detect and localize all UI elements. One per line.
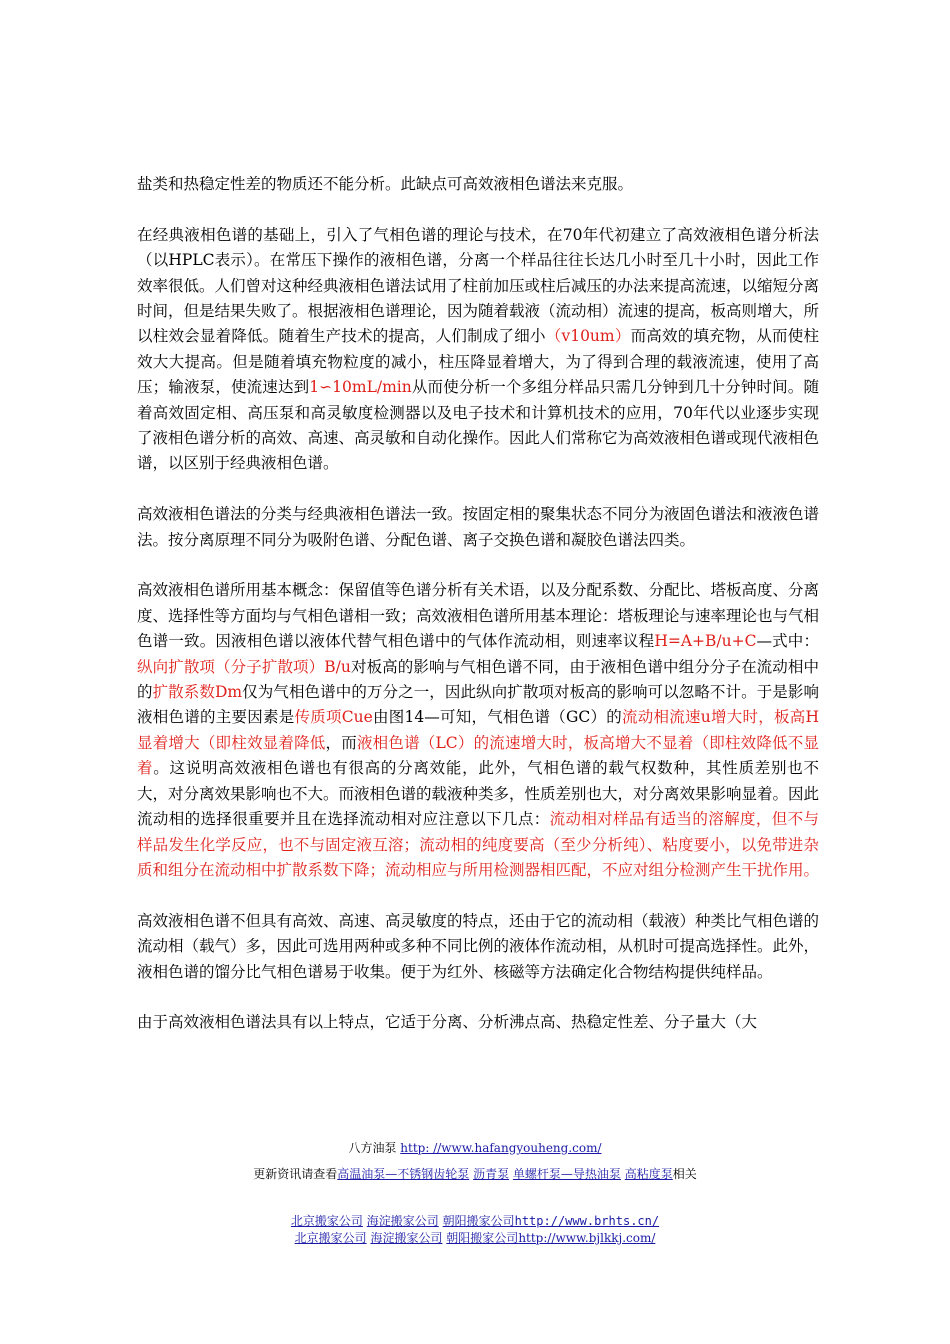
highlighted-text: （v10um） xyxy=(545,327,631,346)
text-segment: 对板高的影响与气相色谱不同，由于液相色谱中组分分子在流动相中的 xyxy=(137,657,819,702)
paragraph xyxy=(137,223,819,477)
text-segment: —式中： xyxy=(756,632,819,651)
paragraph xyxy=(137,502,819,553)
text-segment: 高效液相色谱不但具有高效、高速、高灵敏度的特点，还由于它的流动相（载液）种类比气相色谱的流动相（载气）多，因此可选用两种或多种不同比例的液体作流动相，从机时可提高选择性。此外，液相色谱的馏分比气相色谱易于收集。便于为红外、核磁等方法确定化合物结构提供纯样品。 xyxy=(137,911,820,981)
highlighted-text: 扩散系数Dm xyxy=(152,683,243,702)
highlighted-text: 1∽10mL/min xyxy=(309,378,412,397)
text-segment: 高效液相色谱法的分类与经典液相色谱法一致。按固定相的聚集状态不同分为液固色谱法和液液色谱法。按分离原理不同分为吸附色谱、分配色谱、离子交换色谱和凝胶色谱法四类。 xyxy=(137,505,820,549)
paragraph xyxy=(137,578,819,883)
footer-update-prefix: 更新资讯请查看 xyxy=(253,1167,338,1181)
document-body xyxy=(137,172,819,1061)
highlighted-text: 传质项Cue xyxy=(294,708,373,727)
footer-line-4 xyxy=(0,1230,950,1247)
footer-site-name: 八方油泵 xyxy=(348,1141,401,1155)
text-segment: 由于高效液相色谱法具有以上特点，它适于分离、分析沸点高、热稳定性差、分子量大（大 xyxy=(137,1013,758,1032)
footer-link-haidian-moving-2[interactable]: 海淀搬家公司 xyxy=(370,1231,443,1245)
text-segment: 高效液相色谱所用基本概念：保留值等色谱分析有关术语，以及分配系数、分配比、塔板高度、分离度、选择性等方面均与气相色谱相一致；高效液相色谱所用基本理论：塔板理论与速率理论也与气相色谱一致。因液相色谱以液体代替气相色谱中的气体作流动相，则速率议程 xyxy=(137,581,820,651)
footer-link-chaoyang-moving-2[interactable]: 朝阳搬家公司 xyxy=(446,1231,519,1245)
footer-line-2 xyxy=(0,1166,950,1183)
footer-site-link[interactable]: http: //www.hafangyouheng.com/ xyxy=(400,1141,602,1155)
footer-link-chaoyang-moving[interactable]: 朝阳搬家公司 xyxy=(442,1214,515,1228)
text-segment: 在经典液相色谱的基础上，引入了气相色谱的理论与技术，在70年代初建立了高效液相色谱分析法（以HPLC表示）。在常压下操作的液相色谱，分离一个样品往往长达几小时至几十小时，因此工作效率很低。人们曾对这种经典液相色谱法试用了柱前加压或柱后减压的办法来提高流速，以缩短分离时间，但是结果失败了。根据液相色谱理论，因为随着载液（流动相）流速的提高，板高则增大，所以柱效会显着降低。随着生产技术的提高，人们制成了细小 xyxy=(137,225,820,346)
text-segment: 而高效的填充物，从而使柱效大大提高。但是随着填充物粒度的减小，柱压降显着增大，为了得到合理的载液流速，使用了高压；输液泵，使流速达到 xyxy=(137,327,819,397)
footer-link-screw-pump[interactable]: 单螺杆泵—导热油泵 xyxy=(512,1167,621,1181)
footer-links-block xyxy=(0,1213,950,1247)
text-segment: 盐类和热稳定性差的物质还不能分析。此缺点可高效液相色谱法来克服。 xyxy=(137,175,634,193)
highlighted-text: H=A+B/u+C xyxy=(654,632,757,651)
footer-link-brhts-url[interactable]: http://www.brhts.cn/ xyxy=(514,1214,660,1228)
footer-update-suffix: 相关 xyxy=(672,1167,697,1181)
footer-link-beijing-moving-2[interactable]: 北京搬家公司 xyxy=(294,1231,367,1245)
footer-link-beijing-moving[interactable]: 北京搬家公司 xyxy=(290,1214,363,1228)
highlighted-text: 流动相流速u增大时，板高H显着增大（即柱效显着降低 xyxy=(137,708,819,752)
highlighted-text: 流动相对样品有适当的溶解度，但不与样品发生化学反应，也不与固定液互溶；流动相的纯度要高（至少分析纯）、粘度要小，以免带进杂质和组分在流动相中扩散系数下降；流动相应与所用检测器相匹配，不应对组分检测产生干扰作用。 xyxy=(137,810,820,879)
text-segment: 。这说明高效液相色谱也有很高的分离效能，此外，气相色谱的载气权数种，其性质差别也不大，对分离效果影响也不大。而液相色谱的载液种类多，性质差别也大，对分离效果影响显着。因此流动相的选择很重要并且在选择流动相对应注意以下几点： xyxy=(137,759,820,829)
highlighted-text: 液相色谱（LC）的流速增大时，板高增大不显着（即柱效降低不显着 xyxy=(137,733,819,778)
text-segment: 从而使分析一个多组分样品只需几分钟到几十分钟时间。随着高效固定相、高压泵和高灵敏度检测器以及电子技术和计算机技术的应用，70年代以业逐步实现了液相色谱分析的高效、高速、高灵敏和自动化操作。因此人们常称它为高效液相色谱或现代液相色谱，以区别于经典液相色谱。 xyxy=(137,378,820,473)
text-segment: 仅为气相色谱中的万分之一，因此纵向扩散项对板高的影响可以忽略不计。于是影响液相色谱的主要因素是 xyxy=(137,683,819,727)
paragraph xyxy=(137,172,819,197)
highlighted-text: 纵向扩散项（分子扩散项）B/u xyxy=(137,657,351,676)
footer-link-bjlkkj-url[interactable]: http://www.bjlkkj.com/ xyxy=(518,1231,656,1245)
footer-line-1 xyxy=(0,1140,950,1157)
text-segment: 由图14—可知，气相色谱（GC）的 xyxy=(372,708,622,727)
paragraph xyxy=(137,1010,819,1035)
footer-link-asphalt-pump[interactable]: 沥青泵 xyxy=(473,1167,510,1181)
text-segment: ，而 xyxy=(325,733,357,752)
footer-link-viscosity-pump[interactable]: 高粘度泵 xyxy=(624,1167,673,1181)
paragraph xyxy=(137,909,819,985)
footer-link-haidian-moving[interactable]: 海淀搬家公司 xyxy=(366,1214,439,1228)
footer-link-gear-pump[interactable]: 高温油泵—不锈钢齿轮泵 xyxy=(337,1167,470,1181)
footer-line-3 xyxy=(0,1213,950,1230)
